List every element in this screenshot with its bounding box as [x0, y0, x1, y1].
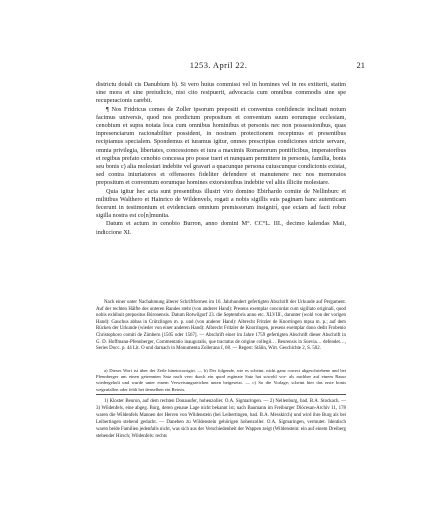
- page-number: 21: [356, 60, 365, 70]
- charter-text: [96, 81, 346, 237]
- body-paragraph: districtu dotali cis Danubium b). Si vero huius commissi vel in homines vel in res extiterit, statim sine mora et sine preiudicio, nisi cito resipuerit, advocacia cum omnibus commodis sine spe recuperacionis carebit.: [96, 81, 346, 105]
- running-header: [0, 60, 437, 72]
- body-paragraph: Quia igitur hec acta sunt presentibus illustri viro domino Ebirhardo comite de Nellinburc et militibus Walthero et Hainrico de Wildenvels, rogati a nobis sigillis suis paginam hanc autenticam fecerunt in testimonium et evidenciam omnium premissorum insignirí, que eciam ad facti robur sigilla nostra est co[n]munita.: [96, 187, 346, 220]
- textual-apparatus: [96, 368, 346, 393]
- header-date: 1253. April 22.: [189, 60, 248, 70]
- footnote-paragraph: 1) Kloster Beuron, auf dem rechten Donauufer, hohenzoller. O.A. Sigmaringen. — 2) Nellenburg, bad. B.A. Stockach. — 3) Wildenfels, eine abgeg. Burg, deren genaue Lage nicht bekannt ist; nach Baumann im Freiburger Diöcesan-Archiv 11, 178 waren die Wildenfels Mannen der Herren von Wildenstein (bei Leibertingen, bad. B.A. Messkirch) und wird ihre Burg als bei Leibertingen stehend gedacht. — Daneben zu Wildenstein gehörigen hohenzoller. O.A. Sigmaringen, vermutet. Identisch waren beide Familien jedenfalls nicht, was sich aus der Verschiedenheit der Wappen zeigt (Wildenstein: ein auf einem Dreiberg stehender Hirsch; Wildenfels: rechts: [96, 399, 346, 439]
- body-paragraph: Datum et actum in cenobio Burron, anno domini M°. CC°L. III., decimo kalendas Maii, indiccione XI.: [96, 220, 346, 236]
- note-paragraph: Nach einer unter Nachahmung älterer Schriftformen im 16. Jahrhundert gefertigten Abschrift der Urkunde auf Pergament. Auf der rechten Hälfte des unteren Randes steht (von anderer Hand): Presens exemplar concordat cum sigillato originali, quod nobis exhibuit prepositus Búronensis. Datum Rotwilgorf 23. die Septembris anno etc. XLVIII., darunter (wohl von der vorigen Hand): Gauchus abbas in Crützlingen m. p. und (von anderer Hand): Albrecht Fritzler de Knorringen mpsa m. p.; auf dem Rücken der Urkunde (wieder von einer anderen Hand): Albrecht Fritzler de Knorringen, presens exemplar dono dedit Frobenio Christophoro comiti de Zimbern [1505 oder 1567]. — Abschrift einer im Jahre 1759 gefertigten Abschrift dieser Abschrift in G. D. Hoffmann-Pfennberger, Commentatio inauguralis, que tractatus de origine collegii… Beurensis in Suevia… defendet…, Series Docc. p. 44 Lit. O und darnach in Monumenta Zollerana I, 68. — Regest: Stälin, Wirt. Geschichte 2, S. 502.: [96, 300, 346, 352]
- source-note: [96, 300, 346, 353]
- footnotes: [96, 399, 346, 440]
- apparatus-paragraph: a) Dieses Wort ist über der Zeile hineincorrigirt. — b) Der folgende, wie es scheint, nicht ganz correct abgeschriebene und bei Pfennberger um einen getrennten Satz nach vero durch ein quod ergänzte Satz hat sowohl vor- als nachher auf einem Rasur wiedergeholt und wurde unter einem Verweisungszeichen unten beigesetzt. — c) So die Vorlage; scheint hier das erste bonis wegzufallen oder fehlt bei denselben ein Betrsis.: [96, 368, 346, 392]
- footnote-divider: [96, 394, 346, 395]
- body-paragraph: ¶ Nos Fridricus comes de Zoller ipsorum prepositi et conventus confidencie inclinati notum facimus universis, quod nos predictum prepositum et conventum suum eorumque ecclesiam, cenobium et supra notata loca cum omnibus hominibus et personis nec non possessionibus, quas inpresenciarum racionabiliter possident, in nostram protectionem recepimus et presentibus recipiamus specialem. Spondemus et iuramus igitur, omnes prescriptas condiciones stricte servare, omnia privilegia, libertates, concessiones et iura a maximis Romanorum pontificibus, imperatoribus et regibus prefato cenobio concessa pro posse tueri et nunquam permittere in personis, familia, bonis seu bonis c) alia molestari indebite vel gravari a quacunque persona cuiuscunque condicionis existat, sed contra iniuriatores et offensores fideliter defendere et manutenere nec nos memoratos prepositum et conventum eorumque homines extorsionibus indebite vel aliis illicite molestare.: [96, 105, 346, 187]
